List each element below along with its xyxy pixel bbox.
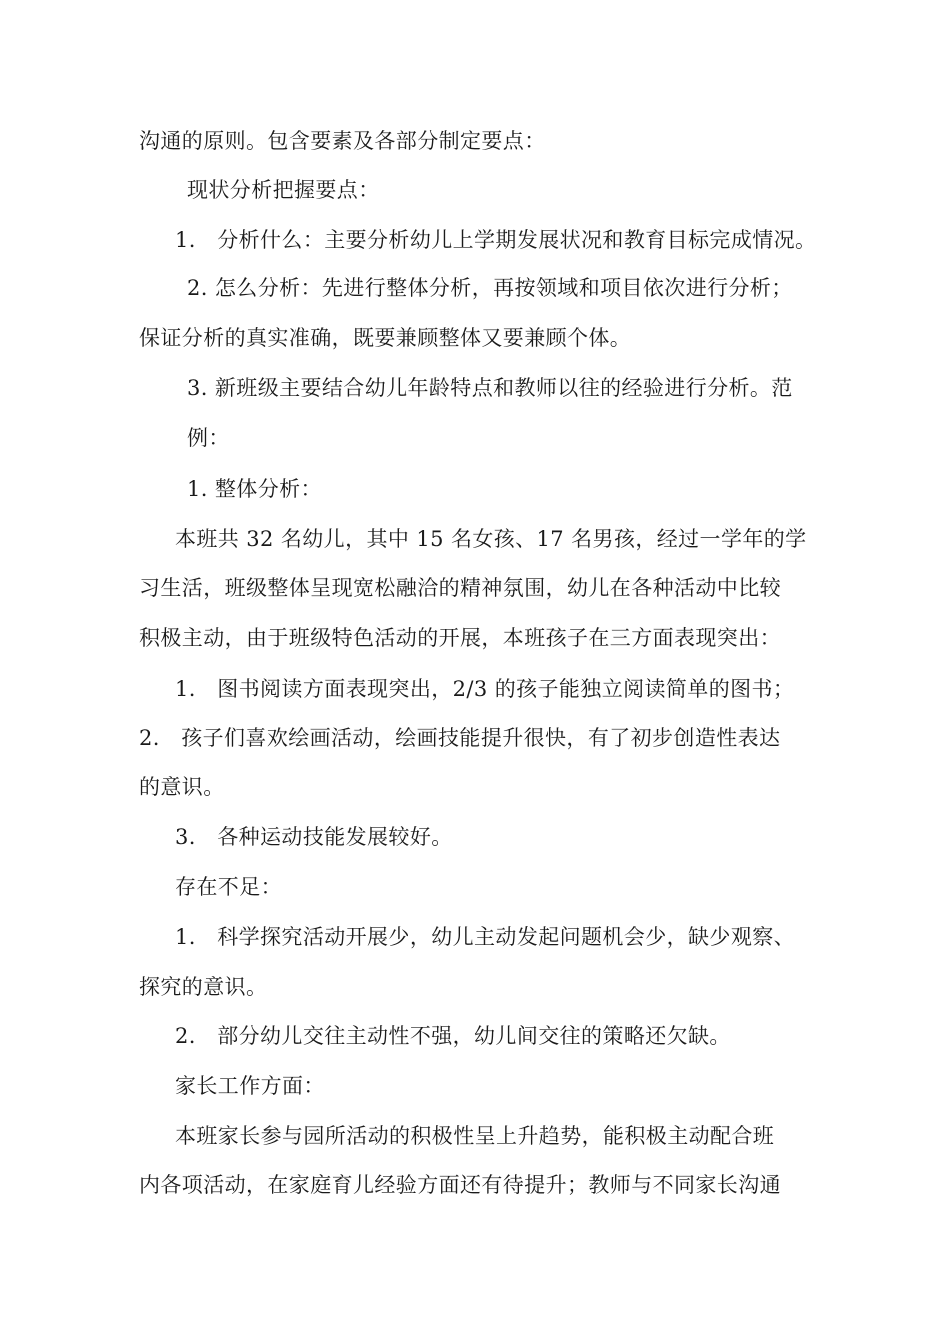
text-line-10: 习生活，班级整体呈现宽松融洽的精神氛围，幼儿在各种活动中比较 [139, 576, 781, 600]
text-line-6: 3. 新班级主要结合幼儿年龄特点和教师以往的经验进行分析。范 [187, 376, 793, 400]
text-line-20: 家长工作方面： [175, 1074, 325, 1098]
text-line-19: 2. 部分幼儿交往主动性不强，幼儿间交往的策略还欠缺。 [175, 1024, 731, 1048]
text-line-1: 沟通的原则。包含要素及各部分制定要点： [139, 129, 546, 153]
text-line-16: 存在不足： [175, 875, 282, 899]
text-line-9: 本班共 32 名幼儿，其中 15 名女孩、17 名男孩，经过一学年的学 [175, 527, 807, 551]
text-line-7: 例： [187, 426, 230, 450]
text-line-4: 2. 怎么分析：先进行整体分析，再按领域和项目依次进行分析； [187, 276, 793, 300]
text-line-11: 积极主动，由于班级特色活动的开展，本班孩子在三方面表现突出： [139, 626, 781, 650]
text-line-8: 1. 整体分析： [187, 477, 322, 501]
text-line-18: 探究的意识。 [139, 975, 268, 999]
text-line-3: 1. 分析什么：主要分析幼儿上学期发展状况和教育目标完成情况。 [175, 228, 817, 252]
text-line-12: 1. 图书阅读方面表现突出，2/3 的孩子能独立阅读简单的图书； [175, 677, 795, 701]
text-line-22: 内各项活动，在家庭育儿经验方面还有待提升；教师与不同家长沟通 [139, 1173, 781, 1197]
text-line-5: 保证分析的真实准确，既要兼顾整体又要兼顾个体。 [139, 326, 632, 350]
text-line-14: 的意识。 [139, 775, 225, 799]
text-line-21: 本班家长参与园所活动的积极性呈上升趋势，能积极主动配合班 [175, 1124, 775, 1148]
text-line-17: 1. 科学探究活动开展少，幼儿主动发起问题机会少，缺少观察、 [175, 925, 796, 949]
text-line-13: 2. 孩子们喜欢绘画活动，绘画技能提升很快，有了初步创造性表达 [139, 726, 781, 750]
text-line-15: 3. 各种运动技能发展较好。 [175, 825, 453, 849]
text-line-2: 现状分析把握要点： [187, 178, 380, 202]
